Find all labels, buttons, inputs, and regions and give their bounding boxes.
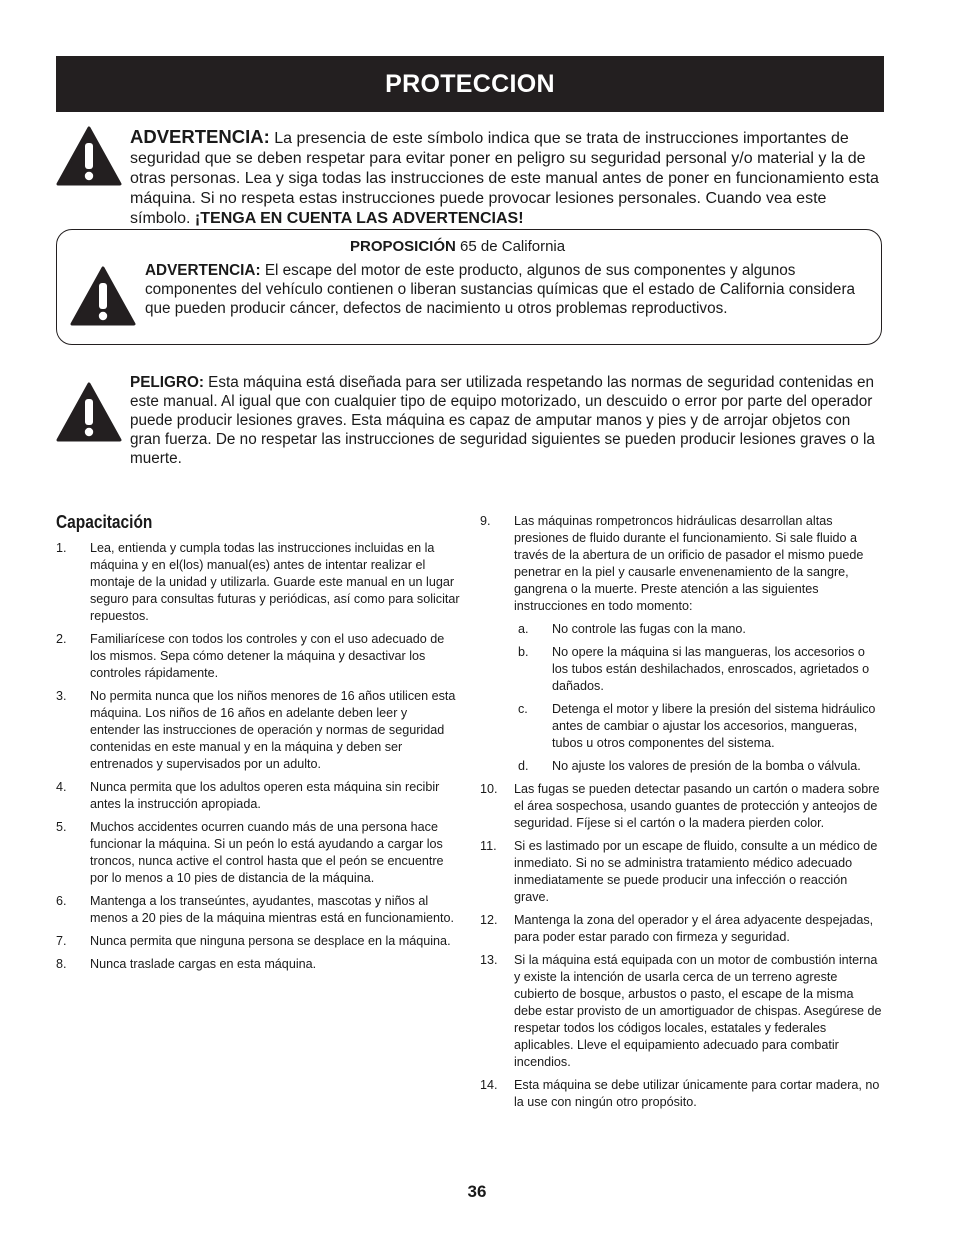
item-number: 4. xyxy=(56,780,67,794)
subitem-letter: a. xyxy=(518,622,529,636)
subitem-letter: c. xyxy=(518,702,528,716)
subitem-text: No opere la máquina si las mangueras, los accesorios o los tubos están deshilachados, enroscados, agrietados o dañados. xyxy=(552,645,870,693)
section-title-bar xyxy=(56,56,884,112)
proposition-65-title-bold: PROPOSICIÓN xyxy=(350,238,456,255)
item-text: Muchos accidentes ocurren cuando más de una persona hace funcionar la máquina. Si un peón lo está ayudando a cargar los troncos, nunca active el control hasta que el peón se encuentre por lo menos a 10 pies de distancia de la máquina. xyxy=(90,820,444,885)
warning-triangle-icon xyxy=(70,266,136,326)
item-text: Esta máquina se debe utilizar únicamente para cortar madera, no la use con ningún otro propósito. xyxy=(514,1078,880,1109)
item-text: Familiarícese con todos los controles y con el uso adecuado de los mismos. Sepa cómo detener la máquina y desactivar los controles rápidamente. xyxy=(90,632,445,680)
item-text: Si la máquina está equipada con un motor de combustión interna y existe la intención de usarla cerca de un terreno agreste cubierto de bosque, arbustos o pasto, el escape de la misma debe estar provisto de un amortiguador de chispas. Asegúrese de respetar todos los códigos locales, estatales y federales aplicables. Lleve el equipamiento adecuado para combatir incendios. xyxy=(514,953,882,1069)
item-text: Mantenga a los transeúntes, ayudantes, mascotas y niños al menos a 20 pies de la máquina mientras está en funcionamiento. xyxy=(90,894,455,925)
list-item xyxy=(56,540,460,625)
list-item xyxy=(56,956,460,973)
list-item xyxy=(56,779,460,813)
subitem-text: Detenga el motor y libere la presión del sistema hidráulico antes de cambiar o ajustar los accesorios, mangueras, tubos u otros componentes del sistema. xyxy=(552,702,876,750)
item-number: 14. xyxy=(480,1078,498,1092)
item-text: Nunca traslade cargas en esta máquina. xyxy=(90,957,317,971)
peligro-paragraph xyxy=(130,373,880,468)
item-text: Las máquinas rompetroncos hidráulicas desarrollan altas presiones de fluido durante el funcionamiento. Si sale fluido a través de la abertura de un orificio de pasador el mismo puede penetrar en la piel y causarle envenenamiento de la sangre, gangrena o la muerte. Preste atención a las siguientes instrucciones en todo momento: xyxy=(514,514,864,613)
item-number: 13. xyxy=(480,953,498,967)
subitem-letter: d. xyxy=(518,759,529,773)
item-text: Si es lastimado por un escape de fluido, consulte a un médico de inmediato. Si no se administra tratamiento médico adecuado inmediatamente se puede producir una infección o reacción grave. xyxy=(514,839,878,904)
proposition-65-title-rest: 65 de California xyxy=(455,238,566,255)
item-number: 9. xyxy=(480,514,491,528)
peligro-label: PELIGRO: xyxy=(130,374,204,391)
item-text: Mantenga la zona del operador y el área adyacente despejadas, para poder estar parado con firmeza y seguridad. xyxy=(514,913,874,944)
list-item xyxy=(480,838,884,906)
page-title: PROTECCION xyxy=(385,69,555,98)
list-item xyxy=(480,1077,884,1111)
list-subitem xyxy=(480,621,884,638)
item-text: Las fugas se pueden detectar pasando un cartón o madera sobre el área sospechosa, usando guantes de protección y anteojos de seguridad. Fíjese si el cartón o la madera pierden color. xyxy=(514,782,880,830)
proposition-65-label: ADVERTENCIA: xyxy=(145,262,261,279)
proposition-65-title xyxy=(350,237,565,257)
list-subitem xyxy=(480,701,884,752)
section-heading: Capacitación xyxy=(56,512,153,532)
page-number: 36 xyxy=(467,1182,487,1201)
training-list-left xyxy=(56,540,460,979)
item-number: 3. xyxy=(56,689,67,703)
subitem-letter: b. xyxy=(518,645,529,659)
list-item xyxy=(480,513,884,615)
proposition-65-warning xyxy=(145,261,875,318)
item-number: 2. xyxy=(56,632,67,646)
item-number: 10. xyxy=(480,782,498,796)
list-item xyxy=(56,933,460,950)
list-item xyxy=(56,819,460,887)
advertencia-text: La presencia de este símbolo indica que se trata de instrucciones importantes de seguridad que se deben respetar para evitar poner en peligro su seguridad personal y/o material y la de otras personas. Lea y siga todas las instrucciones de este manual antes de poner en funcionamiento esta máquina. Si no respeta estas instrucciones puede provocar lesiones personales. Cuando vea este símbolo. xyxy=(130,130,879,227)
item-number: 12. xyxy=(480,913,498,927)
warning-triangle-icon xyxy=(56,126,122,186)
warning-triangle-icon xyxy=(56,382,122,442)
list-item xyxy=(480,781,884,832)
item-number: 6. xyxy=(56,894,67,908)
training-list-right xyxy=(480,513,884,1117)
item-number: 1. xyxy=(56,541,67,555)
advertencia-emphasis: ¡TENGA EN CUENTA LAS ADVERTENCIAS! xyxy=(194,210,524,227)
subitem-text: No controle las fugas con la mano. xyxy=(552,622,746,636)
item-number: 7. xyxy=(56,934,67,948)
item-text: Nunca permita que ninguna persona se desplace en la máquina. xyxy=(90,934,451,948)
item-number: 11. xyxy=(480,839,497,853)
advertencia-label: ADVERTENCIA: xyxy=(130,126,270,147)
proposition-65-text: El escape del motor de este producto, algunos de sus componentes y algunos componentes del vehículo contienen o liberan sustancias químicas que el estado de California considera que pueden producir cáncer, defectos de nacimiento u otros problemas reproductivos. xyxy=(145,262,856,317)
list-item xyxy=(56,631,460,682)
list-subitem xyxy=(480,644,884,695)
subitem-text: No ajuste los valores de presión de la bomba o válvula. xyxy=(552,759,861,773)
peligro-text: Esta máquina está diseñada para ser utilizada respetando las normas de seguridad contenidas en este manual. Al igual que con cualquier tipo de equipo motorizado, un descuido o error por parte del operador puede producir lesiones graves. Esta máquina es capaz de amputar manos y pies y de arrojar objetos con gran fuerza. De no respetar las instrucciones de seguridad siguientes se pueden producir lesiones graves o la muerte. xyxy=(130,374,875,467)
list-subitem xyxy=(480,758,884,775)
item-text: Lea, entienda y cumpla todas las instrucciones incluidas en la máquina y en el(los) manual(es) antes de intentar realizar el montaje de la unidad y utilizarla. Guarde este manual en un lugar seguro para consultas futuras y periódicas, así como para solicitar repuestos. xyxy=(90,541,460,623)
list-item xyxy=(56,893,460,927)
item-text: No permita nunca que los niños menores de 16 años utilicen esta máquina. Los niños de 16 años en adelante deben leer y entender las instrucciones de operación y normas de seguridad contenidas en este manual y en la máquina y deben ser entrenados y supervisados por un adulto. xyxy=(90,689,456,771)
advertencia-paragraph xyxy=(130,127,880,229)
item-number: 5. xyxy=(56,820,67,834)
list-item xyxy=(480,912,884,946)
item-text: Nunca permita que los adultos operen esta máquina sin recibir antes la instrucción apropiada. xyxy=(90,780,440,811)
list-item xyxy=(56,688,460,773)
list-item xyxy=(480,952,884,1071)
item-number: 8. xyxy=(56,957,67,971)
